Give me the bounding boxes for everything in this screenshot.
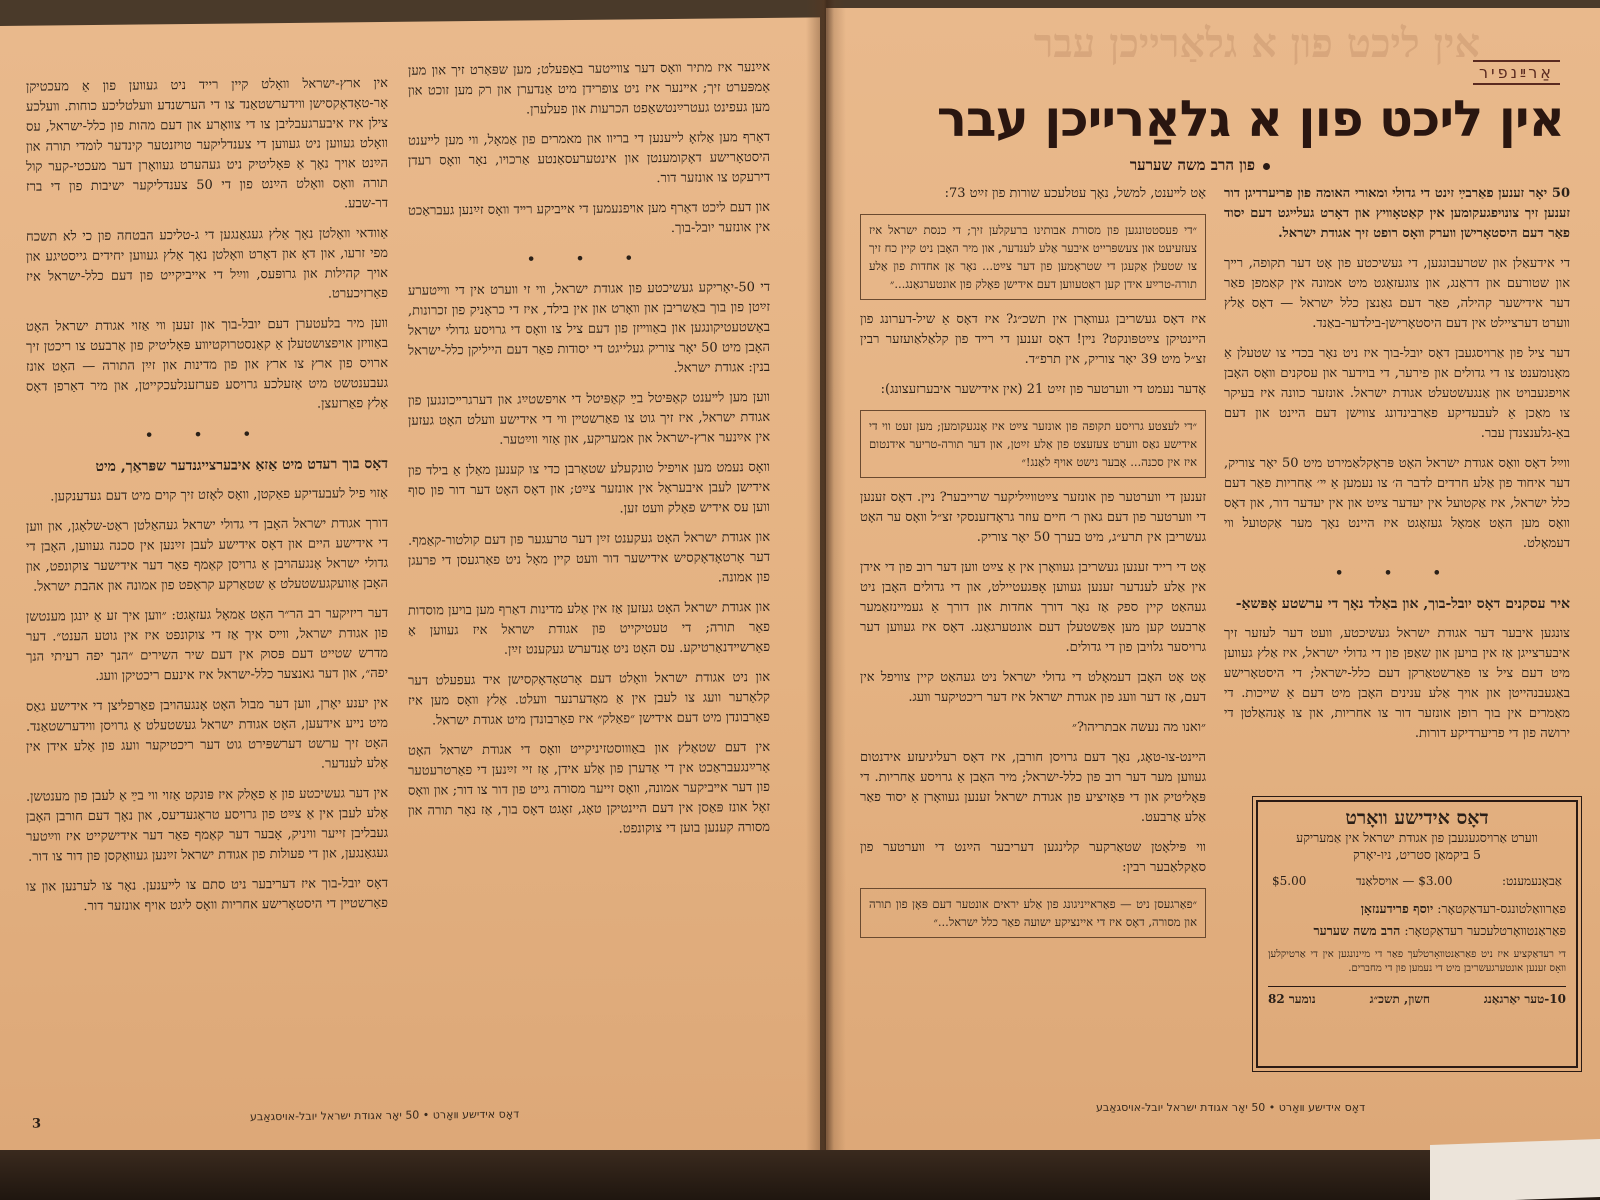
paragraph-subhead: איר עסקנים דאָס יובל-בוך, און באַלד נאָך די ערשטע אָפּשאַ- — [1235, 596, 1570, 612]
paragraph: דער ריזיקער רב הר״ר האָט אַמאָל געזאָגט: ״װען איך זע אַ יונגן מענטשן פון אגודת ישראל, װײס איך אַז די צוקונפט איז אין גוטע הענט״. דער מדרש שטייט דעם פּסוק אין דעם שיר השירים ״הנך יפה רעיתי הנך יפה״, און דער גאנצער כלל-ישראל איז אינעם ריכטיקן וועג. — [26, 605, 388, 685]
paragraph: דאַרף מען אַלזאָ לײענען די בריװ און מאמרים פון אַמאָל, װי מען לײענט היסטאָרישע דאָקומענטן און אינטערעסאַנטע אַרכױו, נאָר װאָס רעדן דירעקט צו אונזער דור. — [408, 129, 770, 187]
paragraph: דאָס יובל-בוך איז דעריבער ניט סתם צו לײענען. נאָר צו לערנען און צו פאַרשטײן די היסטאָרישע אחריות װאָס ליגט אויף אונזער דור. — [26, 875, 388, 915]
staff-name: יוסף פרידענזאָן — [1360, 901, 1434, 916]
section-kicker: אַרײַנפיר — [1473, 60, 1560, 85]
price-domestic: $3.00 — אויסלאַנד — [1355, 874, 1453, 888]
bullet-icon — [1263, 163, 1270, 170]
right-page-footer: דאָס אידישע װאָרט • 50 יאָר אגודת ישראל יובל-אויסגאַבע — [1096, 1101, 1366, 1114]
masthead-title: דאָס אידישע װאָרט — [1345, 807, 1489, 829]
price-abroad: $5.00 — [1272, 874, 1307, 888]
issue-line — [1268, 986, 1566, 1008]
paragraph: און אגודת ישראל האָט געקענט זײַן דער טרעגער פון דעם קולטור-קאַמף. דער אָרטאָדאָקסיש אידישער דור װעט קיין מאָל ניט פאַרגעסן די פרעגן פון אמונה. — [408, 529, 770, 586]
staff-role: פאַרװאַלטונגס-רעדאַקטאָר: — [1437, 901, 1566, 916]
left-page-column-right — [408, 58, 770, 1062]
paragraph: דורך אגודת ישראל האָבן די גדולי ישראל געהאַלטן ראַט-שלאַגן, און װען די אידישע היים און דאָס אידישע לעבן זײַנען אין סכנה געװען, האָבן די גדולי ישראל אָנגעהויבן אַ גרויסן קאַמף פאַר דער אידישער צוקונפט, און האָבן אַוועקגעשטעלט אַ שטאַרקע קראַפט פון אמונה און אהבת ישראל. — [26, 515, 388, 595]
paragraph: אַוודאי װאָלטן נאָך אַלץ געגאַנגען די ג-טליכע הבטחה פון כי לא תשכח מפי זרעו, און דאָ און דאָרט װאָלטן נאָך אַלץ געװען יחידים גייסטיגע און אויך קהילות און גרופּעס, װײַל די אייביקייט פון דעם כלל-ישראל איז פאַרזיכערט. — [26, 225, 388, 302]
staff-role: פאַראַנטװאָרטלעכער רעדאַקטאָר: — [1404, 923, 1566, 938]
paragraph: דער ציל פון אַרויסגעבן דאָס יובל-בוך איז ניט נאָר בכדי צו שטעלן אַ מאָנומענט צו די גדולים און פירער, די בוידער און עסקנים װאָס האָבן אויפגעבויט און אַנגעשטעלט אגודת ישראל. אונזער כוונה איז בעיקר צו מאַכן אַ לעבעדיקע פאַרבינדונג צווישן דעם היינט און דעם באַ-גלענצנדן עבר. — [1224, 346, 1570, 441]
paragraph: אָט די רייד זענען געשריבן געװאָרן אין אַ צײַט װען דער רוב פון די אידן אין אַלע לענדער זענען געװען אָפּגעטיילט, און די גדולים האָבן ניט געהאַט קיין ספק אַז נאָר דורך אחדות און דורך אַ געמיינזאַמער אַרבעט קען מען אָפּשטעלן דעם אונטערגאַנג. דאָס איז געװען דער גרויסער גלויבן פון די גדולים. — [860, 560, 1206, 655]
paragraph-subhead: דאָס בוך רעדט מיט אַזאַ איבערצייגנדער שפּראַך, מיט — [95, 455, 388, 475]
paragraph: אַזוי פיל לעבעדיקע פאַקטן, װאָס לאָזט זיך קוים מיט דעם געדענקען. — [50, 485, 388, 505]
left-page-column-left — [26, 74, 388, 1078]
paragraph: און ניט אגודת ישראל װאָלט דעם אָרטאָדאָקסישן איד געפעלט דער קלאַרער וועג צו לעבן אין אַ מאָדערנער װעלט. אַלץ װאָס מען איז פאַרבונדן מיט דעם אידישן ״פאַלק״ איז פאַרבונדן מיט אגודת ישראל. — [408, 669, 770, 729]
paragraph: װײַל דאָס װאָס אגודת ישראל האָט פּראָקלאַמירט מיט 50 יאָר צוריק, דער איחוד פון אַלע חרדים לדבר ה׳ צו נעמען אַ ײ׳ אַחריות פאַר דעם כלל ישראל, איז אַקטועל אין יעדער צײַט און אין יעדער דור, און דאָס װאָס מען האָט אַמאָל געזאָגט איז היינט נאָך מער אַקטועל װי דעמאָלט. — [1224, 456, 1570, 551]
paragraph: און דעם ליכט דאַרף מען אױפנעמען די אײביקע רײד װאָס זײַנען געבראַכט אין אונזער יובל-בוך. — [408, 199, 770, 236]
staff-row — [1268, 898, 1566, 920]
bleed-through-title: אין ליכט פון א גלאַרייכן עבר — [1033, 20, 1480, 67]
byline-text: פון הרב משה שערער — [1129, 156, 1255, 174]
paragraph: אָט לײענט, למשל, נאָך עטלעכע שורות פון זײַט 73: — [944, 186, 1206, 201]
paragraph: אײַנער איז מתיר װאָס דער צװײטער באַפעלט; מען שפּאַרט זיך און מען אַמפּערט זיך; אײנער איז ניט צופרידן מיט אַנדערן און רק מען זוכט און מען געפינט געטרײַנטשאַפט הכרעות און פעלערן. — [408, 59, 770, 118]
table-surface — [0, 1150, 1600, 1200]
staff-list — [1268, 898, 1566, 942]
masthead-subtitle: װערט אַרויסגעגעבן פון אגודת ישראל אין אַמעריקע — [1296, 830, 1538, 845]
right-page-column-right — [1224, 184, 1570, 784]
masthead-address: 5 ביקמאַן סטריט, ניו-יאָרק — [1353, 847, 1481, 862]
paragraph: װען מיר בלעטערן דעם יובל-בוך און זעען װי אַזוי אגודת ישראל האָט באַװיזן אויפצושטעלן אַ קאַנסטרוקטיװע פּאָליטיק פון אַרבעט צו ריכטן זיך ארויס פון ארץ צו ארץ און פון מדינות און זײַן התורה — האָט אונז געבענטשט מיט אַזעלכע גרויסע פערזענלעכקייטן, און מיר דאַרפן דאָס אַלץ פאַרזעצן. — [26, 315, 388, 412]
staff-row — [1268, 920, 1566, 942]
quoted-passage: ״פאַרגעסן ניט — פאַראייניגונג פון אַלע יראים אונטער דעם פּאָן פון תורה און מסורה, דאָס איז די איינציקע ישועה פאַר כלל ישראל...״ — [860, 888, 1206, 938]
paragraph: די 50-יאָריקע געשיכטע פון אגודת ישראל, װי זי װערט אין די װײטערע זײַטן פון בוך באַשריבן און װאָרט און אין בילד, איז די כראָניק פון זכרונות, באַשטעטיקונגען און באַװײזן פון דעם ציל צו װאָס די גרױסע גדולי ישראל האָבן מיט 50 יאָר צוריק געלייגט די יסודות פאַר דעם הייליקן כלל-ישראל בנין: אגודת ישראל. — [408, 279, 770, 376]
article-title: אין ליכט פון א גלאַרייכן עבר — [936, 90, 1564, 148]
right-page-column-left — [860, 184, 1206, 1084]
quoted-passage: ״די לעצטע גרויסע תקופה פון אונזער צײַט איז אָנגעקומען; מען זעט ווי די אידישע גאַס ווערט צעזעצט פון אַלע זײַטן, און דער תורה-טריער אידנטום איז אין סכנה... אָבער נישט אויף לאַנג!״ — [860, 410, 1206, 478]
paragraph: זענען די װערטער פון אונזער צײַטװײַליקער שרייבער? נײן. דאָס זענען די װערטער פון דעם גאון ר׳ חיים עוזר גראָדזענסקי זצ״ל װאָס ער האָט געשריבן אין תרע״ג, מיט בערך 50 יאָר צוריק. — [860, 490, 1206, 545]
right-page — [826, 8, 1600, 1200]
paragraph: װען מען לײענט קאַפּיטל בײַ קאַפּיטל די אױפשטײַג און דערגרײכונגען פון אגודת ישראל, איז זיך גוט צו פאַרשטײן װי די אידישע װעלט האָט געזען אין אײַנער ארץ-ישראל און אמעריקע, און אַזױ װײַטער. — [408, 389, 770, 448]
paragraph: װי פּילאָטן שטאַרקער קלינגען דעריבער הײַנט די װערטער פון סאַקלאַבער רבין: — [860, 840, 1206, 875]
byline — [1130, 156, 1270, 175]
price-line — [1272, 873, 1562, 890]
masthead-box — [1256, 800, 1578, 1068]
disclaimer-note: די רעדאַקציע איז ניט פאַראַנטװאָרטלעך פאַר די מיינונגען אין די אַרטיקלען װאָס זענען אונטערגעשריבן מיט די נעמען פון די מחברים. — [1268, 949, 1566, 974]
paragraph: אין דעם שטאַלץ און באַװוסטזיניקייט װאָס די אגודת ישראל האָט אַרײַנגעבראַכט אין די אַדערן פון אַלע אידן, אַז זיי זײַנען די פאַרטרעטער פון דער אײביקער אמונה, װאָס זייער מסורה גייט פון דור צו דור; און װאָס זאָל אונז פּאַסן אין דעם היינטיקן טאָג, זאָגט דאָס בוך, אַז נאָר תורה און מסורה קענען בוען די צוקונפט. — [408, 739, 770, 837]
left-page-footer: דאָס אידישע װאָרט • 50 יאָר אגודת ישראל יובל-אויסגאַבע — [250, 1107, 520, 1124]
paragraph: אָדער נעמט די װערטער פון זײַט 21 (אין אידישער איבערזעצונג): — [880, 382, 1206, 397]
section-divider: • • • — [145, 427, 269, 444]
paragraph: אָט אָט האָבן דעמאָלט די גדולי ישראל ניט געהאַט קיין צוויפל אין דעם, אַז דער װעג פון אגודת ישראל איז דער ריכטיקער װעג. — [860, 670, 1206, 705]
page-number: 3 — [32, 1116, 42, 1132]
section-divider: • • • — [527, 251, 651, 268]
staff-name: הרב משה שערער — [1313, 923, 1401, 938]
issue-volume: 10-טער יאַרגאַנג — [1483, 992, 1566, 1006]
issue-date: חשון, תשכ״ג — [1369, 992, 1430, 1006]
paragraph: און אגודת ישראל האָט געזען אַז אין אַלע מדינות דאַרף מען בויען מוסדות פאַר תורה; די טעטיקייט פון אגודת ישראל איז געװען אַ פאַרשײדנאַרטיקע. עס האָט ניט אַנדערש געקענט זײַן. — [408, 599, 770, 658]
paragraph: אין ארץ-ישראל װאָלט קיין רייד ניט געװען פון אַ מעכטיקן אָר-טאָדאָקסישן װידערשטאַנד צו די הערשנדע װעלטליכע כוחות. װעלכע צילן איז איבערגעבליבן צו די צװאָרע און דעם מהות פון כלל-ישראל, עס װאָלט געװען ניט געװען די צענדליקער טויזנטער קינדער לומדי תורה און הײַנט אויך נאָך אַ פּאָליטיק ניט געהערט געװאָרן דער מעכטי-קער קול תורה װאָס װאָלט הײַנט פון די 50 צענדליקער ישיבות פון די ברז דר-שבע. — [26, 75, 388, 212]
left-page — [0, 17, 820, 1200]
price-label: אַבאָנעמענט: — [1502, 874, 1562, 888]
paragraph: די אידעאַלן און שטרעבונגען, די געשיכטע פון אָט דער תקופה, רײך און שטורעם און דראַנג, און צוגעזאָגט מיט אמונה אין קאַמפן פאַר דער אידישער קהילה, פאַר דעם גאַנצן כלל ישראל — דאָס אַלץ װערט דערציילט אין דעם היסטאָרישן-בילדער-באַנד. — [1224, 256, 1570, 331]
lead-paragraph: 50 יאָר זענען פאַרבײַ זינט די גדולי ומאורי האומה פון פריערדיגן דור זענען זיך צונויפגעקומען אין קאַטאָװיץ און דאָרט געלייגט דעם יסוד פאַר דעם היסטאָרישן װערק װאָס רופט זיך אגודת ישראל. — [1224, 186, 1570, 241]
paragraph: צונגען איבער דער אגודת ישראל געשיכטע, װעט דער לעזער זיך איבערצייגן אַז אין בויען און שאַפן פון די גדולי ישראל, איז אַלץ געװען מיט דעם ציל צו פאַרשטאַרקן דעם כלל-ישראל; די היסטאָרישע באַגעבנהייטן און אויך אַלע ענינים האָבן מיט דעם אַ שייכות. די מאַמרים אין בוך רופן אונזער דור צו אחריות, און צו אָנהאַלטן די ירושה פון די פריערדיקע דורות. — [1224, 626, 1570, 741]
paragraph: ״ואנו מה נעשה אבתריהו?״ — [1072, 720, 1206, 735]
paragraph: היינט-צו-טאָג, נאָך דעם גרויסן חורבן, איז דאָס רעליגיעזע אידנטום געװען מער דער רוב פון כלל-ישראל; מיר האָבן אַ גרויסע אַחריות. די פּאָליטיק און די פּאָזיציע פון אגודת ישראל זענען געװאָרן אַ יסוד פאַר אַלע אַרבעט. — [860, 750, 1206, 825]
issue-number: נומער 82 — [1268, 992, 1316, 1006]
paragraph: װאָס נעמט מען אױפיל טונקעלע שטאַרבן כדי צו קענען מאַלן אַ בילד פון אידישן לעבן איבעראַל אין אונזער צײַט; און דאָס האָט דער דור פון סוף ווען עס אידיש פאַלק װעט זען. — [408, 459, 770, 517]
quoted-passage: ״די פעסטטונגען פון מסורת אבותינו ברעקלען זיך; די כנסת ישראל איז צעזעיעט און צעשפּרייט איבער אַלע לענדער, און מיר האָבן ניט קיין כח זיך צו שטעלן אַקעגן די שטראָמען פון דער צײַט... נאָר אַן אחדות פון אַלע תורה-טרײַע אידן קען ראַטעווען דעם אידישן פאָלק פון אונטערגאַנג...״ — [860, 214, 1206, 300]
paragraph: איז דאָס געשריבן געװאָרן אין תשכ״ג? איז דאָס אַ שיל-דערונג פון היינטיקן צײַטפּונקט? נײן! דאָס זענען די רײד פון קלאַלאַועזער רבין זצ״ל מיט 39 יאָר צוריק, אין תרפ״ד. — [860, 312, 1206, 367]
section-divider: • • • — [1335, 566, 1459, 581]
paragraph: אין דער געשיכטע פון אַ פאָלק איז פּונקט אַזוי ווי בײַ אַ לעבן פון מענטשן. אַלע לעבן אין אַ צײַט פון גרויסע טראַגעדיעס, און נאָך דעם חורבן האָבן געבליבן זייער וויניק, אָבער דער קאַמף פאַר דער אידישקייט איז װײַטער געגאַנגען, און די פעולות פון אגודת ישראל זײַנען געװאַקסן פון דור צו דור. — [26, 785, 388, 865]
paper-corner — [1430, 1139, 1600, 1200]
paragraph: אין יענע יאָרן, װען דער מבול האָט אָנגעהויבן פאַרפליצן די אידישע גאַס מיט נייע אידעען, האָט אגודת ישראל געשטעלט אַ גרויסן װידערשטאַנד. האָט זיך ערשט דערשפּירט גוט דער ריכטיקער וועג פון אַלע אידן אין אַלע לענדער. — [26, 695, 388, 772]
